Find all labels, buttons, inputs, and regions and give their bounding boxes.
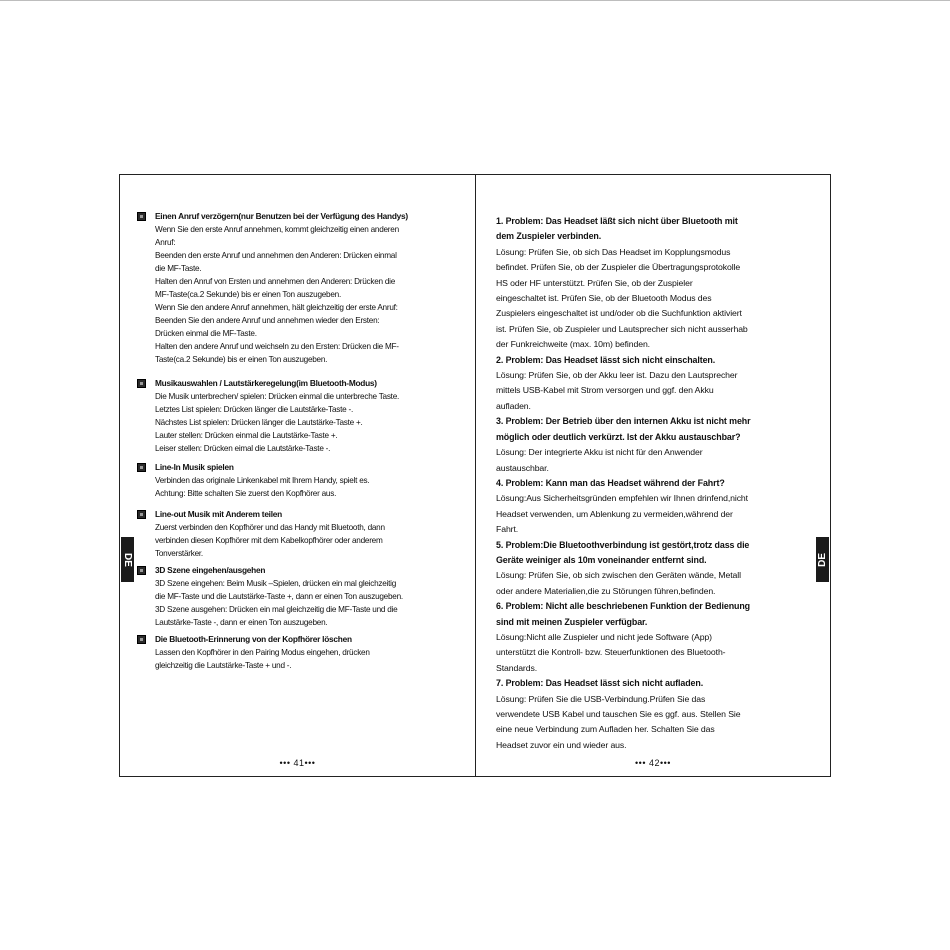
text-line: Leiser stellen: Drücken eimal die Lautstärke-Taste -. [155,444,331,453]
section-body [155,390,467,455]
solution-line: unterstützt die Kontroll- bzw. Steuerfunktionen des Bluetooth- [496,647,726,658]
text-line: Halten den andere Anruf und weichseln zu den Ersten: Drücken die MF- [155,342,399,351]
text-line: die MF-Taste und die Lautstärke-Taste +, dann er einen Ton auszugeben. [155,592,403,601]
solution-line: Lösung: Prüfen Sie, ob sich zwischen den Geräten wände, Metall [496,570,741,581]
section-heading: Musikauswahlen / Lautstärkeregelung(im Bluetooth-Modus) [155,378,377,388]
text-line: Lauter stellen: Drücken einmal die Lautstärke-Taste +. [155,431,338,440]
language-tab-label: DE [122,552,133,567]
solution-line: eingeschaltet ist. Prüfen Sie, ob der Bluetooth Modus des [496,293,712,304]
problem-item-6 [496,599,816,676]
text-line: Lautstärke-Taste -, dann er einen Ton auszugeben. [155,618,328,627]
text-line: Letztes List spielen: Drücken länger die Lautstärke-Taste -. [155,405,353,414]
solution-line: austauschbar. [496,462,549,473]
problem-item-1 [496,214,816,353]
solution-line: Standards. [496,662,538,673]
problem-item-4 [496,476,816,538]
text-line: 3D Szene eingehen: Beim Musik –Spielen, drücken ein mal gleichzeitig [155,579,397,588]
text-line: Achtung: Bitte schalten Sie zuerst den Kopfhörer aus. [155,489,337,498]
text-line: Anruf: [155,238,176,247]
text-line: verbinden diesen Kopfhörer mit dem Kabelkopfhörer oder anderem [155,536,383,545]
square-bullet-icon [137,635,146,644]
text-line: MF-Taste(ca.2 Sekunde) bis er einen Ton auszugeben. [155,290,341,299]
solution-line: Headset zuvor ein und wieder aus. [496,739,627,750]
problem-heading: 5. Problem:Die Bluetoothverbindung ist gestört,trotz dass die [496,539,750,550]
left-page [120,175,475,776]
text-line: Taste(ca.2 Sekunde) bis er einen Ton auszugeben. [155,355,328,364]
problem-heading: möglich oder deutlich verkürzt. Ist der Akku austauschbar? [496,431,741,442]
section-bluetooth-reset [137,633,467,672]
section-3d-scene [137,564,467,629]
problem-heading: 1. Problem: Das Headset läßt sich nicht über Bluetooth mit [496,216,738,226]
square-bullet-icon [137,379,146,388]
section-heading: Line-out Musik mit Anderem teilen [155,509,282,519]
problem-item-7 [496,676,816,753]
text-line: Beenden den erste Anruf und annehmen den Anderen: Drücken einmal [155,251,397,260]
solution-line: Lösung:Nicht alle Zuspieler und nicht jede Software (App) [496,631,712,642]
problem-heading: Geräte weiniger als 10m voneinander entfernt sind. [496,554,707,565]
section-call-hold [137,210,467,366]
square-bullet-icon [137,566,146,575]
text-line: 3D Szene ausgehen: Drücken ein mal gleichzeitig die MF-Taste und die [155,605,398,614]
section-body [155,474,467,500]
solution-line: der Funkreichweite (max. 10m) befinden. [496,339,650,350]
text-line: gleichzeitig die Lautstärke-Taste + und -. [155,661,292,670]
section-body [155,646,467,672]
solution-line: oder andere Materialien,die zu Störungen führen,befinden. [496,585,716,596]
section-body [155,577,467,629]
solution-line: Fahrt. [496,524,519,535]
solution-line: Zuspielers eingeschaltet ist und/oder ob die Suchfunktion aktiviert [496,308,742,319]
solution-line: eine neue Verbindung zum Aufladen her. Schalten Sie das [496,724,715,735]
solution-line: Lösung: Prüfen Sie die USB-Verbindung.Prüfen Sie das [496,693,706,704]
section-heading: Line-In Musik spielen [155,462,234,472]
problem-item-2 [496,353,816,415]
section-body [155,223,467,366]
solution-line: Lösung: Der integrierte Akku ist nicht für den Anwender [496,447,703,458]
square-bullet-icon [137,510,146,519]
page-number-right: ••• 42••• [635,758,671,768]
square-bullet-icon [137,212,146,221]
solution-line: Lösung:Aus Sicherheitsgründen empfehlen wir Ihnen drinfend,nicht [496,493,748,504]
section-music-volume [137,377,467,455]
problem-item-5 [496,538,816,600]
section-heading: 3D Szene eingehen/ausgehen [155,565,266,575]
text-line: Lassen den Kopfhörer in den Pairing Modus eingehen, drücken [155,648,370,657]
section-line-out [137,508,467,560]
top-edge-line [0,0,950,1]
section-body [155,521,467,560]
text-line: Tonverstärker. [155,549,203,558]
language-tab-left [121,537,134,582]
solution-line: aufladen. [496,400,531,411]
manual-spread [119,174,831,777]
language-tab-right [816,537,829,582]
text-line: die MF-Taste. [155,264,202,273]
section-heading: Die Bluetooth-Erinnerung von der Kopfhörer löschen [155,634,352,644]
problem-heading: dem Zuspieler verbinden. [496,231,602,242]
text-line: Beenden Sie den andere Anruf und annehmen wieder den Ersten: [155,316,380,325]
problem-heading: sind mit meinen Zuspieler verfügbar. [496,616,648,627]
square-bullet-icon [137,463,146,472]
problem-item-3 [496,414,816,476]
solution-line: Lösung: Prüfen Sie, ob sich Das Headset im Kopplungsmodus [496,246,731,257]
language-tab-label: DE [817,552,828,567]
text-line: Zuerst verbinden den Kopfhörer und das Handy mit Bluetooth, dann [155,523,385,532]
problem-heading: 3. Problem: Der Betrieb über den internen Akku ist nicht mehr [496,416,751,427]
problem-heading: 2. Problem: Das Headset lässt sich nicht einschalten. [496,354,716,365]
problem-heading: 6. Problem: Nicht alle beschriebenen Funktion der Bedienung [496,601,750,612]
solution-line: verwendete USB Kabel und tauschen Sie es ggf. aus. Stellen Sie [496,709,741,719]
text-line: Die Musik unterbrechen/ spielen: Drücken einmal die unterbreche Taste. [155,392,400,401]
solution-line: HS oder HF unterstützt. Prüfen Sie, ob der Zuspieler [496,277,693,288]
solution-line: ist. Prüfen Sie, ob Zuspieler und Lautsprecher sich nicht ausserhab [496,323,748,334]
text-line: Wenn Sie den andere Anruf annehmen, hält gleichzeitig der erste Anruf: [155,303,398,312]
solution-line: mittels USB-Kabel mit Strom versorgen und ggf. den Akku [496,385,714,396]
section-line-in [137,461,467,500]
troubleshooting-list [496,214,816,753]
problem-heading: 7. Problem: Das Headset lässt sich nicht aufladen. [496,678,704,689]
page-number-left: ••• 41••• [279,758,316,768]
text-line: Verbinden das originale Linkenkabel mit Ihrem Handy, spielt es. [155,476,370,485]
problem-heading: 4. Problem: Kann man das Headset während der Fahrt? [496,477,725,488]
text-line: Drücken einmal die MF-Taste. [155,329,257,338]
text-line: Nächstes List spielen: Drücken länger die Lautstärke-Taste +. [155,418,363,427]
solution-line: Headset verwenden, um Ablenkung zu vermeiden,während der [496,508,733,519]
text-line: Wenn Sie den erste Anruf annehmen, kommt gleichzeitig einen anderen [155,225,399,234]
section-heading: Einen Anruf verzögern(nur Benutzen bei der Verfügung des Handys) [155,211,408,221]
text-line: Halten den Anruf von Ersten und annehmen den Anderen: Drücken die [155,277,396,286]
solution-line: Lösung: Prüfen Sie, ob der Akku leer ist. Dazu den Lautsprecher [496,370,738,381]
solution-line: befindet. Prüfen Sie, ob der Zuspieler die Übertragungsprotokolle [496,262,741,273]
right-page [476,175,830,776]
